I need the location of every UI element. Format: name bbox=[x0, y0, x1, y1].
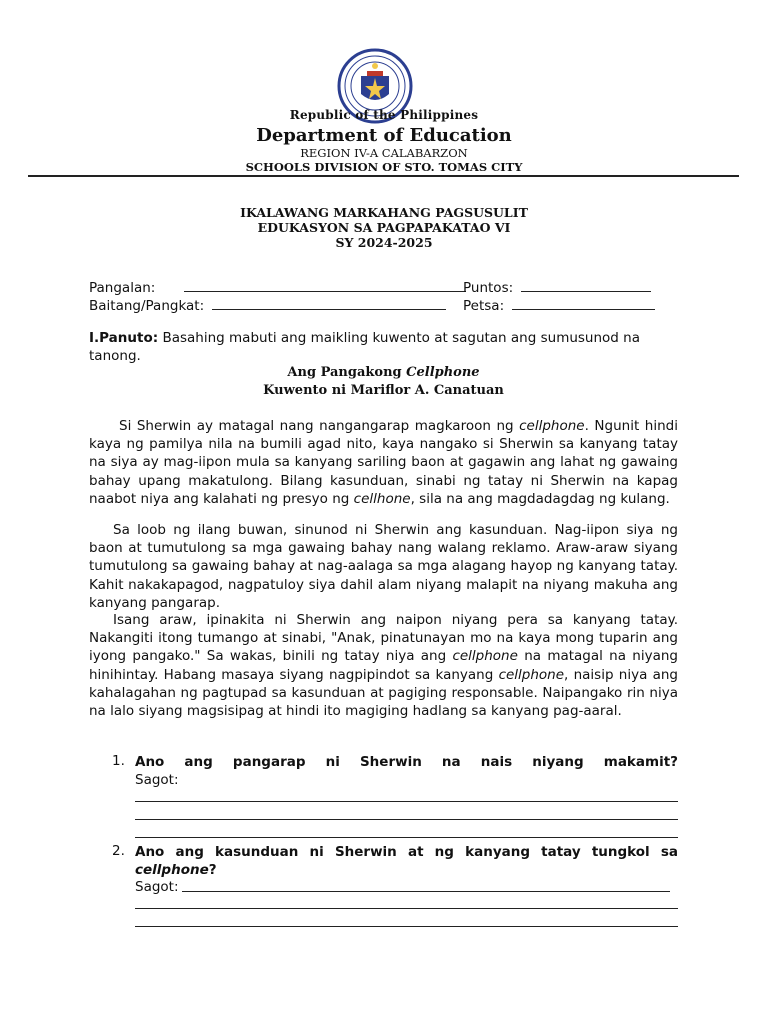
p3-text-b: na matagal na niyang hinihintay. Habang masaya siyang nagpipindot sa kanyang bbox=[89, 648, 678, 683]
p3-italic: cellphone bbox=[452, 648, 518, 665]
question-1-answer-line-2[interactable] bbox=[135, 819, 678, 820]
p1-text-a: Si Sherwin ay matagal nang nangangarap magkaroon ng bbox=[119, 418, 520, 434]
name-input-line[interactable] bbox=[184, 279, 466, 292]
name-label: Pangalan: bbox=[89, 280, 156, 296]
exam-title-line2: EDUKASYON SA PAGPAPAKATAO VI bbox=[257, 220, 511, 235]
p3-italic-2: cellphone bbox=[498, 666, 565, 683]
region-label: REGION IV-A CALABARZON bbox=[300, 146, 468, 160]
question-2-answer-line-1[interactable] bbox=[182, 891, 670, 892]
p1-text-b: . Ngunit hindi kaya ng pamilya nila na bumili agad nito, kaya nangako si Sherwin sa kanyang tatay na siya ay mag-iipon mula sa kanyang sariling baon at gagawin ang lahat ng gawaing bahay upang makatulong. Bilang kasunduan, sinabi ng tatay ni Sherwin na kapag naabot niya ang kalahati ng presyo ng bbox=[89, 418, 678, 507]
question-1-text: Ano ang pangarap ni Sherwin na nais niyang makamit? bbox=[135, 754, 678, 770]
question-2-text-a: Ano ang kasunduan ni Sherwin at ng kanyang tatay tungkol sa bbox=[135, 844, 678, 860]
instructions-text: Basahing mabuti ang maikling kuwento at sagutan ang sumusunod na tanong. bbox=[89, 330, 640, 365]
story-author: Kuwento ni Mariflor A. Canatuan bbox=[263, 383, 504, 398]
p1-text-c: , sila na ang magdadagdag ng kulang. bbox=[410, 490, 670, 507]
header-divider bbox=[28, 175, 739, 177]
p1-italic-2: cellhone bbox=[353, 490, 411, 507]
question-2-answer-label: Sagot: bbox=[135, 879, 179, 895]
question-1-answer-line-3[interactable] bbox=[135, 837, 678, 838]
date-field-row bbox=[463, 297, 655, 314]
question-1-answer-line-1[interactable] bbox=[135, 801, 678, 802]
question-2-text-b: ? bbox=[208, 862, 217, 879]
score-label: Puntos: bbox=[463, 280, 514, 296]
question-1-number: 1. bbox=[112, 753, 125, 769]
section-input-line[interactable] bbox=[212, 297, 446, 310]
p1-italic: cellphone bbox=[519, 418, 585, 434]
story-paragraph-1 bbox=[89, 417, 678, 508]
republic-label: Republic of the Philippines bbox=[289, 108, 479, 122]
p3-text-c: , naisip niya ang kahalagahan ng pagtupad sa kasunduan at pagiging responsable. Naipangako rin niya na lalo siyang magsisipag at hindi ito magiging hadlang sa kanyang pag-aaral. bbox=[89, 666, 678, 720]
date-input-line[interactable] bbox=[512, 297, 655, 310]
score-field-row bbox=[463, 279, 651, 296]
story-title-prefix: Ang Pangakong bbox=[287, 365, 407, 380]
name-field-row bbox=[89, 279, 466, 296]
p3-text-a: Isang araw, ipinakita ni Sherwin ang naipon niyang pera sa kanyang tatay. Nakangiti itong tumango at sinabi, "Anak, pinatunayan mo na kaya mong tuparin ang iyong pangako." Sa wakas, binili ng tatay niya ang bbox=[89, 612, 678, 665]
story-paragraph-3 bbox=[89, 611, 678, 720]
question-2-number: 2. bbox=[112, 843, 125, 859]
question-2-italic: cellphone bbox=[135, 862, 209, 879]
question-2-text bbox=[135, 843, 678, 879]
exam-title-line3: SY 2024-2025 bbox=[335, 235, 433, 250]
section-label: Baitang/Pangkat: bbox=[89, 298, 205, 314]
date-label: Petsa: bbox=[463, 298, 505, 314]
exam-title-line1: IKALAWANG MARKAHANG PAGSUSULIT bbox=[240, 205, 528, 220]
story-paragraph-2: Sa loob ng ilang buwan, sinunod ni Sherwin ang kasunduan. Nag-iipon siya ng baon at tumutulong sa mga gawaing bahay nang walang reklamo. Araw-araw siyang tumutulong sa gawaing bahay at nag-aalaga sa mga alagang hayop ng kanyang tatay. Kahit nakakapagod, nagpatuloy siya dahil alam niyang malapit na niyang makuha ang kanyang pangarap. bbox=[89, 522, 678, 611]
story-title-italic: Cellphone bbox=[406, 365, 480, 380]
division-label: SCHOOLS DIVISION OF STO. TOMAS CITY bbox=[245, 160, 523, 174]
question-2-answer-line-3[interactable] bbox=[135, 926, 678, 927]
story-title bbox=[89, 364, 678, 382]
question-2-answer-line-2[interactable] bbox=[135, 908, 678, 909]
section-field-row bbox=[89, 297, 446, 314]
department-title: Department of Education bbox=[256, 125, 512, 146]
instructions-label: I.Panuto: bbox=[89, 330, 159, 346]
question-1-answer-label: Sagot: bbox=[135, 772, 179, 788]
instructions bbox=[89, 329, 678, 365]
score-input-line[interactable] bbox=[521, 279, 651, 292]
